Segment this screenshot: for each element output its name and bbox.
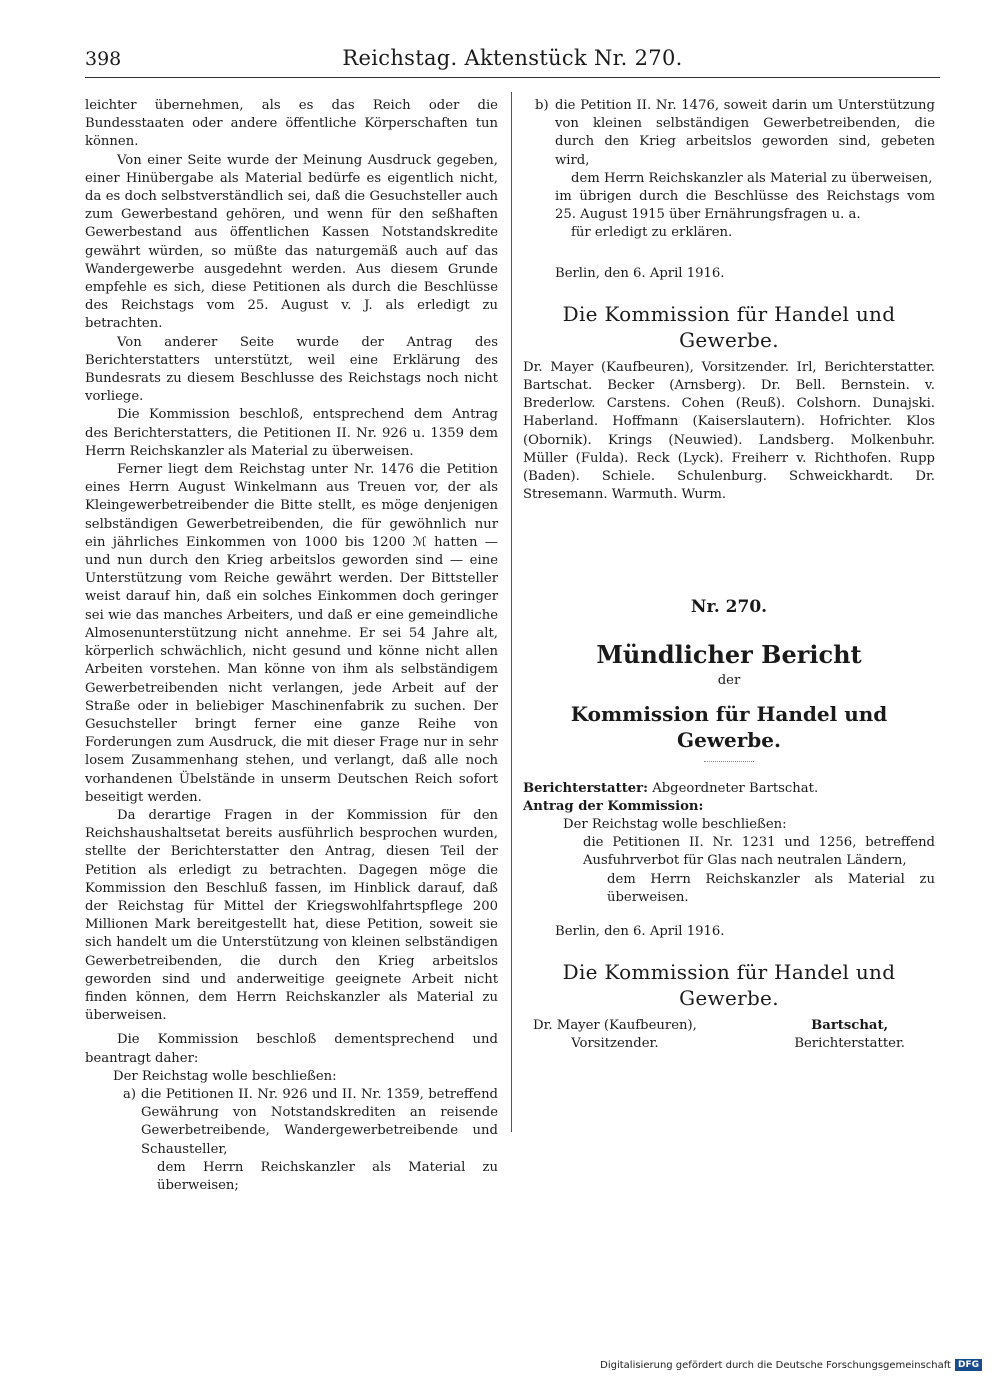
item-rest-action: für erledigt zu erklären. bbox=[571, 225, 733, 241]
motion-text: die Petitionen II. Nr. 1231 und 1256, betreffend Ausfuhrverbot für Glas nach neutralen Ländern, bbox=[583, 835, 935, 869]
document-commission: Kommission für Handel und Gewerbe. bbox=[570, 701, 888, 752]
item-label: a) bbox=[123, 1086, 137, 1102]
resolution-intro: Der Reichstag wolle beschließen: bbox=[563, 817, 787, 833]
document-number: Nr. 270. bbox=[690, 597, 768, 618]
list-item-b bbox=[523, 97, 935, 243]
digitization-footer bbox=[600, 1359, 982, 1371]
signature-block bbox=[523, 1017, 935, 1053]
page-number: 398 bbox=[85, 48, 122, 70]
paragraph: Von einer Seite wurde der Meinung Ausdruck gegeben, einer Hinübergabe als Material bedürfe es eigentlich nicht, da es doch selbstverständlich sei, daß die Gesuchsteller auch zum Gewerbestand gehören, und wenn für den seßhaften Gewerbestand aus öffentlichen Kassen Notstandskredite gewährt würden, so müßte das naturgemäß auch auf das Wandergewerbe ausgedehnt werden. Aus diesem Grunde empfehle es sich, diese Petitionen als durch die Beschlüsse des Reichstags vom 25. August v. J. als erledigt zu betrachten. bbox=[85, 152, 498, 332]
item-text: die Petition II. Nr. 1476, soweit darin um Unterstützung von kleinen selbständigen Gewerbetreibenden, die durch den Krieg arbeitslos geworden sind, gebeten wird, bbox=[555, 98, 935, 168]
footer-text: Digitalisierung gefördert durch die Deutsche Forschungsgemeinschaft bbox=[600, 1359, 951, 1371]
dfg-logo: DFG bbox=[955, 1359, 982, 1371]
item-action: dem Herrn Reichskanzler als Material zu überweisen; bbox=[157, 1159, 498, 1193]
signature-role: Vorsitzender. bbox=[571, 1036, 659, 1052]
date-line: Berlin, den 6. April 1916. bbox=[555, 924, 725, 940]
item-rest: im übrigen durch die Beschlüsse des Reichstags vom 25. August 1915 über Ernährungsfragen u. a. bbox=[555, 189, 935, 223]
paragraph: Von anderer Seite wurde der Antrag des Berichterstatters unterstützt, weil eine Erklärung des Bundesrats zu diesem Beschlusse des Reichstags noch nicht vorliege. bbox=[85, 334, 498, 405]
signature-right bbox=[794, 1017, 905, 1053]
column-divider bbox=[511, 92, 512, 1132]
paragraph: Die Kommission beschloß, entsprechend dem Antrag des Berichterstatters, die Petitionen II. Nr. 926 u. 1359 dem Herrn Reichskanzler als Material zu überweisen. bbox=[85, 407, 498, 459]
header-rule bbox=[85, 77, 940, 78]
paragraph: leichter übernehmen, als es das Reich oder die Bundesstaaten oder andere öffentliche Körperschaften tun können. bbox=[85, 98, 498, 150]
item-action: dem Herrn Reichskanzler als Material zu überweisen, bbox=[571, 170, 933, 186]
item-text: die Petitionen II. Nr. 926 und II. Nr. 1359, betreffend Gewährung von Notstandskrediten an reisende Gewerbetreibende, Wandergewerbetreibende und Schausteller, bbox=[141, 1086, 498, 1157]
paragraph: Da derartige Fragen in der Kommission für den Reichshaushaltsetat bereits ausführlich besprochen wurden, stellte der Berichterstatter den Antrag, diesen Teil der Petition als erledigt zu betrachten. Dagegen möge die Kommission den Beschluß fassen, im Hinblick darauf, daß der Reichstag für Mittel der Kriegswohlfahrtspflege 200 Millionen Mark bereitgestellt hat, diese Petition, soweit sie sich handelt um die Unterstützung von kleinen selbständigen Gewerbetreibenden, die durch den Krieg arbeitslos geworden sind und anderweitige geeignete Arbeit nicht finden können, dem Herrn Reichskanzler als Material zu überweisen. bbox=[85, 807, 498, 1024]
paragraph: Die Kommission beschloß dementsprechend und beantragt daher: bbox=[85, 1032, 498, 1066]
item-label: b) bbox=[535, 98, 549, 113]
member-list: Dr. Mayer (Kaufbeuren), Vorsitzender. Irl, Berichterstatter. Bartschat. Becker (Arnsberg). Dr. Bell. Bernstein. v. Brederlow. Carstens. Cohen (Reuß). Colshorn. Dunajski. Haberland. Hoffmann (Kaiserslautern). Hofrichter. Klos (Obornik). Krings (Neuwied). Landsberg. Molkenbuhr. Müller (Fulda). Reck (Lyck). Freiherr v. Richthofen. Rupp (Baden). Schiele. Schulenburg. Schweickhardt. Dr. Stresemann. Warmuth. Wurm. bbox=[523, 359, 935, 503]
right-column bbox=[523, 97, 935, 1054]
paragraph: Ferner liegt dem Reichstag unter Nr. 1476 die Petition eines Herrn August Winkelmann aus Treuen vor, der als Kleingewerbetreibender die Bitte stellt, es möge denjenigen selbständigen Gewerbetreibenden, die für gewöhnlich nur ein jährliches Einkommen von 1000 bis 1200 ℳ hatten — und nun durch den Krieg arbeitslos geworden sind — eine Unterstützung vom Reiche gewährt werden. Der Bittsteller weist darauf hin, daß ein solches Einkommen doch geringer sei wie das manches Arbeiters, und daß er eine gemeindliche Almosenunterstützung nicht annehme. Er sei 54 Jahre alt, körperlich schwächlich, nicht gesund und könne nicht allen Arbeiten vorstehen. Man könne von ihm als selbständigem Gewerbetreibenden nicht verlangen, jede Arbeit auf der Straße oder in beliebiger Maschinenfabrik zu suchen. Der Gesuchsteller bringt ferner eine ganze Reihe von Forderungen zum Ausdruck, die mit dieser Frage nur in sehr losem Zusammenhang stehen, und verlangt, daß alle noch vorhandenen Übelstände in unserm Deutschen Reich sofort beseitigt werden. bbox=[85, 462, 498, 805]
document-title-der: der bbox=[717, 673, 741, 689]
list-item-a bbox=[85, 1086, 498, 1195]
signature-name: Dr. Mayer (Kaufbeuren), bbox=[533, 1018, 697, 1034]
commission-signature: Die Kommission für Handel und Gewerbe. bbox=[562, 301, 896, 352]
running-title: Reichstag. Aktenstück Nr. 270. bbox=[342, 46, 683, 70]
commission-signature: Die Kommission für Handel und Gewerbe. bbox=[562, 960, 896, 1011]
signature-left bbox=[533, 1017, 697, 1053]
document-title: Mündlicher Bericht bbox=[596, 640, 862, 670]
page-header bbox=[85, 46, 940, 76]
motion-label: Antrag der Kommission: bbox=[523, 798, 704, 814]
signature-role: Berichterstatter. bbox=[794, 1036, 905, 1052]
signature-name: Bartschat, bbox=[811, 1018, 889, 1034]
rapporteur-value: Abgeordneter Bartschat. bbox=[652, 780, 819, 796]
resolution-intro: Der Reichstag wolle beschließen: bbox=[113, 1068, 337, 1084]
ornament-divider bbox=[704, 761, 754, 762]
rapporteur-label: Berichterstatter: bbox=[523, 780, 648, 796]
motion-action: dem Herrn Reichskanzler als Material zu überweisen. bbox=[607, 871, 935, 905]
left-column bbox=[85, 97, 498, 1195]
rapporteur-line bbox=[523, 780, 935, 798]
date-line: Berlin, den 6. April 1916. bbox=[555, 265, 725, 281]
